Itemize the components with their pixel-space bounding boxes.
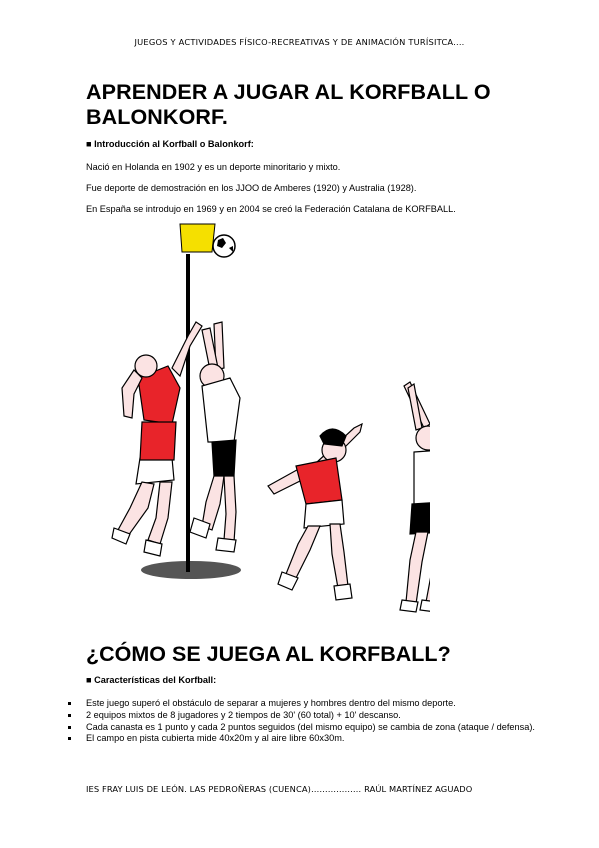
- player-red-right: [268, 424, 362, 600]
- korfball-illustration: [110, 218, 430, 614]
- bullet-icon: [68, 702, 71, 705]
- bullet-icon: [68, 737, 71, 740]
- player-white-left: [190, 322, 240, 552]
- player-white-right: [400, 382, 430, 612]
- page-title: [86, 80, 526, 130]
- ball-icon: [213, 235, 235, 257]
- list-item: 2 equipos mixtos de 8 jugadores y 2 tiempos de 30' (60 total) + 10' descanso.: [68, 710, 538, 722]
- intro-heading: ■ Introducción al Korfball o Balonkorf:: [86, 139, 254, 149]
- page-header: JUEGOS Y ACTIVIDADES FÍSICO-RECREATIVAS Y DE ANIMACIÓN TURÍSITCA....: [134, 37, 465, 47]
- post-shadow: [141, 561, 241, 579]
- features-heading: ■ Características del Korfball:: [86, 675, 217, 685]
- list-item: El campo en pista cubierta mide 40x20m y al aire libre 60x30m.: [68, 733, 538, 745]
- title-line-2: BALONKORF.: [86, 105, 228, 129]
- intro-paragraph-3: En España se introdujo en 1969 y en 2004 se creó la Federación Catalana de KORFBALL.: [86, 204, 456, 214]
- list-item: Este juego superó el obstáculo de separar a mujeres y hombres dentro del mismo deporte.: [68, 698, 538, 710]
- intro-paragraph-2: Fue deporte de demostración en los JJOO de Amberes (1920) y Australia (1928).: [86, 183, 417, 193]
- bullet-icon: [68, 714, 71, 717]
- korf-post: [186, 254, 190, 572]
- features-list: [68, 698, 538, 745]
- list-item: Cada canasta es 1 punto y cada 2 puntos seguidos (del mismo equipo) se cambia de zona (ataque / defensa).: [68, 722, 538, 734]
- intro-paragraph-1: Nació en Holanda en 1902 y es un deporte minoritario y mixto.: [86, 162, 341, 172]
- section-2-title: ¿CÓMO SE JUEGA AL KORFBALL?: [86, 642, 451, 666]
- korf-basket: [180, 224, 215, 252]
- bullet-icon: [68, 726, 71, 729]
- title-line-1: APRENDER A JUGAR AL KORFBALL O: [86, 80, 491, 104]
- page-footer: IES FRAY LUIS DE LEÓN. LAS PEDROÑERAS (CUENCA)……………… RAÚL MARTÍNEZ AGUADO: [86, 784, 473, 794]
